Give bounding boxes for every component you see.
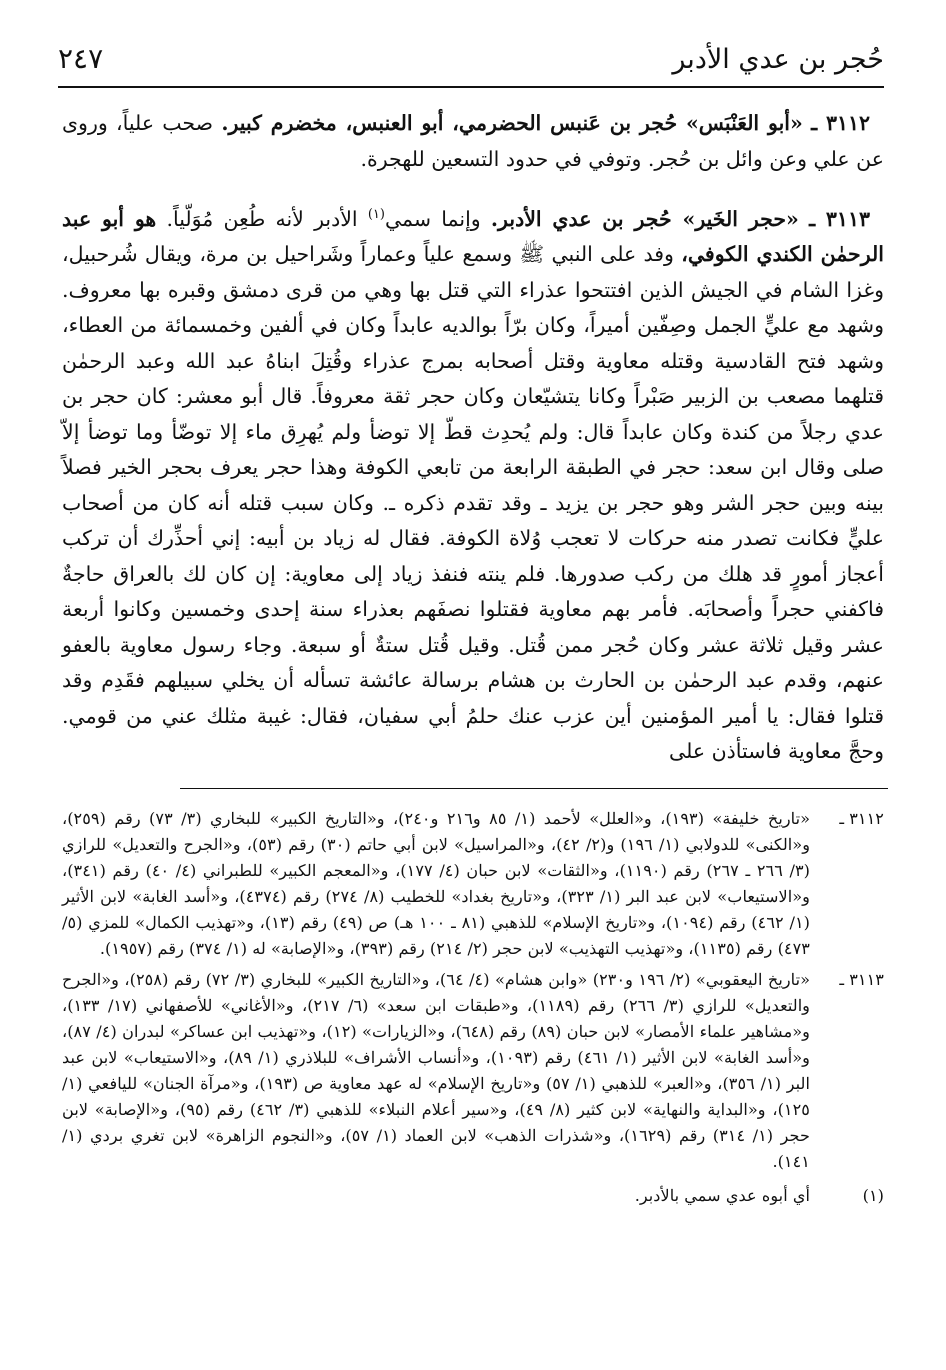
footnote-1 [62,1183,884,1209]
entry-number: ٣١١٣ ـ [809,206,870,231]
note-text: «تاريخ اليعقوبي» (٢/ ١٩٦ و٢٣٠) «وابن هشام» (٤/ ٦٤)، و«التاريخ الكبير» للبخاري (٣/ ٧٢) رقم (٢٥٨)، و«الجرح والتعديل» للرازي (٣/ ٢٦٦) رقم (١١٨٩)، و«طبقات ابن سعد» (٦/ ٢١٧)، و«الأغاني» للأصفهاني (١٧/ ١٣٣)، و«مشاهير علماء الأمصار» لابن حبان (٨٩) رقم (٦٤٨)، و«الزيارات» (١٢)، و«تهذيب ابن عساكر» لبدران (٤/ ٨٧)، و«أسد الغابة» لابن الأثير (١/ ٤٦١) رقم (١٠٩٣)، و«أنساب الأشراف» للبلاذري (١/ ٨٩)، و«الاستيعاب» لابن عبد البر (١/ ٣٥٦)، و«العبر» للذهبي (١/ ٥٧) و«تاريخ الإسلام» له عهد معاوية ص (١٩٣)، و«مرآة الجنان» لليافعي (١/ ١٢٥)، و«البداية والنهاية» لابن كثير (٨/ ٤٩)، و«سير أعلام النبلاء» للذهبي (٣/ ٤٦٢) رقم (٩٥)، و«الإصابة» لابن حجر (١/ ٣١٤) رقم (١٦٢٩)، و«شذرات الذهب» لابن العماد (١/ ٥٧)، و«النجوم الزاهرة» لابن تغري بردي (١/ ١٤١). [62,969,811,1172]
entry-heading: «أبو العَنْبَس» حُجر بن عَنبس الحضرمي، أبو العنبس، مخضرم كبير. [221,111,803,135]
entry-heading: «حجر الخَير» حُجر بن عدي الأدبر. [490,206,799,231]
footnotes [62,806,884,1213]
entry-3113 [62,197,884,770]
entry-text: صحب علياً، وروى عن علي وعن وائل بن حُجر. وتوفي في حدود التسعين للهجرة. [62,111,884,171]
note-number: ٣١١٢ ـ [839,809,884,828]
page-header [58,38,884,88]
entry-number: ٣١١٢ ـ [811,111,870,135]
main-text [62,106,884,790]
entry-subheading: هو أبو عبد الرحمٰن الكندي الكوفي، [62,206,884,267]
entry-3112 [62,106,884,177]
running-title: حُجر بن عدي الأدبر [672,44,884,75]
note-text: أي أبوه عدي سمي بالأدبر. [634,1186,810,1206]
entry-text: وفد على النبي ﷺ وسمع علياً وعماراً وشَراحيل بن مرة، ويقال شُرحبيل، وغزا الشام في الجيش الذين افتتحوا عذراء التي قتل بها وهي من قرى دمشق وقبره بها معروف. وشهد مع عليٍّ الجمل وصِفّين أميراً، وكان برّاً بوالديه عابداً وكان في ألفين وخمسمائة من العطاء، وشهد فتح القادسية وقتله معاوية وقتل أصحابه بمرج عذراء وقُتِلَ ابناهُ عبد الله وعبد الرحمٰن قتلهما مصعب بن الزبير صَبْراً وكانا يتشيّعان وكان حجر ثقة معروفاً. قال أبو معشر: كان حجر بن عدي رجلاً من كندة وكان عابداً قال: ولم يُحدِث قطّ إلا توضأ ولم يُهرِق ماء إلا توضّأ وما توضأ إلاّ صلى وقال ابن سعد: حجر في الطبقة الرابعة من تابعي الكوفة وهذا حجر يعرف بحجر الخير فصلاً بينه وبين حجر الشر وهو حجر بن يزيد ـ وقد تقدم ذكره ـ. وكان سبب قتله أنه كان من أصحاب عليٍّ فكانت تصدر منه حركات لا تعجب وُلاة الكوفة. فقال له زياد بن أبيه: إني أحذِّرك أن تركب أعجاز أمورٍ قد هلك من ركب صدورها. فلم ينته فنفذ زياد إلى معاوية: إن كان لك بالعراق حاجةٌ فاكفني حجراً وأصحابَه. فأمر بهم معاوية فقتلوا نصفَهم بعذراء سنة إحدى وخمسين وكانوا أربعة عشر وقيل ثلاثة عشر وكان حُجر ممن قُتل. وقيل قُتل ستةٌ أو سبعة. وجاء رسول معاوية بالعفو عنهم، وقدم عبد الرحمٰن بن الحارث بن هشام برسالة عائشة تسأله أن يخلي سبيلهم فقَدِم وقد قتلوا فقال: يا أمير المؤمنين أين عزب عنك حلمُ أبي سفيان، فقال: غيبة مثلك عني من قومي. وحجَّ معاوية فاستأذن على [62,242,884,764]
note-number: ٣١١٣ ـ [839,969,884,989]
source-note-3112 [62,806,884,963]
footnote-reference: (١) [367,207,385,222]
footnote-divider [180,788,888,789]
note-number: (١) [862,1186,884,1206]
page-number: ٢٤٧ [58,42,104,75]
entry-text: الأدبر لأنه طُعِن مُوَلّياً. [156,206,368,231]
source-note-3113 [62,967,884,1176]
note-text: «تاريخ خليفة» (١٩٣)، و«العلل» لأحمد (١/ ٨٥ و٢١٦ و٢٤٠)، و«التاريخ الكبير» للبخاري (٣/ ٧٣) رقم (٢٥٩)، و«الكنى» للدولابي (١/ ١٩٦) و(٢/ ٤٢)، و«المراسيل» لابن أبي حاتم (٣٠) رقم (٥٣)، و«الجرح والتعديل» للرازي (٣/ ٢٦٦ ـ ٢٦٧) رقم (١١٩٠)، و«الثقات» لابن حبان (٤/ ١٧٧)، و«المعجم الكبير» للطبراني (٤/ ٤٠) رقم (٣٤١)، و«الاستيعاب» لابن عبد البر (١/ ٣٢٣)، و«تاريخ بغداد» للخطيب (٨/ ٢٧٤) رقم (٤٣٧٤)، و«أسد الغابة» لابن الأثير (١/ ٤٦٢) رقم (١٠٩٤)، و«تاريخ الإسلام» للذهبي (٨١ ـ ١٠٠ هـ) ص (٤٩) رقم (١٣)، و«تهذيب الكمال» للمزي (٥/ ٤٧٣) رقم (١١٣٥)، و«تهذيب التهذيب» لابن حجر (٢/ ٢١٤) رقم (٣٩٣)، و«الإصابة» له (١/ ٣٧٤) رقم (١٩٥٧). [62,809,811,959]
entry-text: وإنما سمي [384,206,491,231]
